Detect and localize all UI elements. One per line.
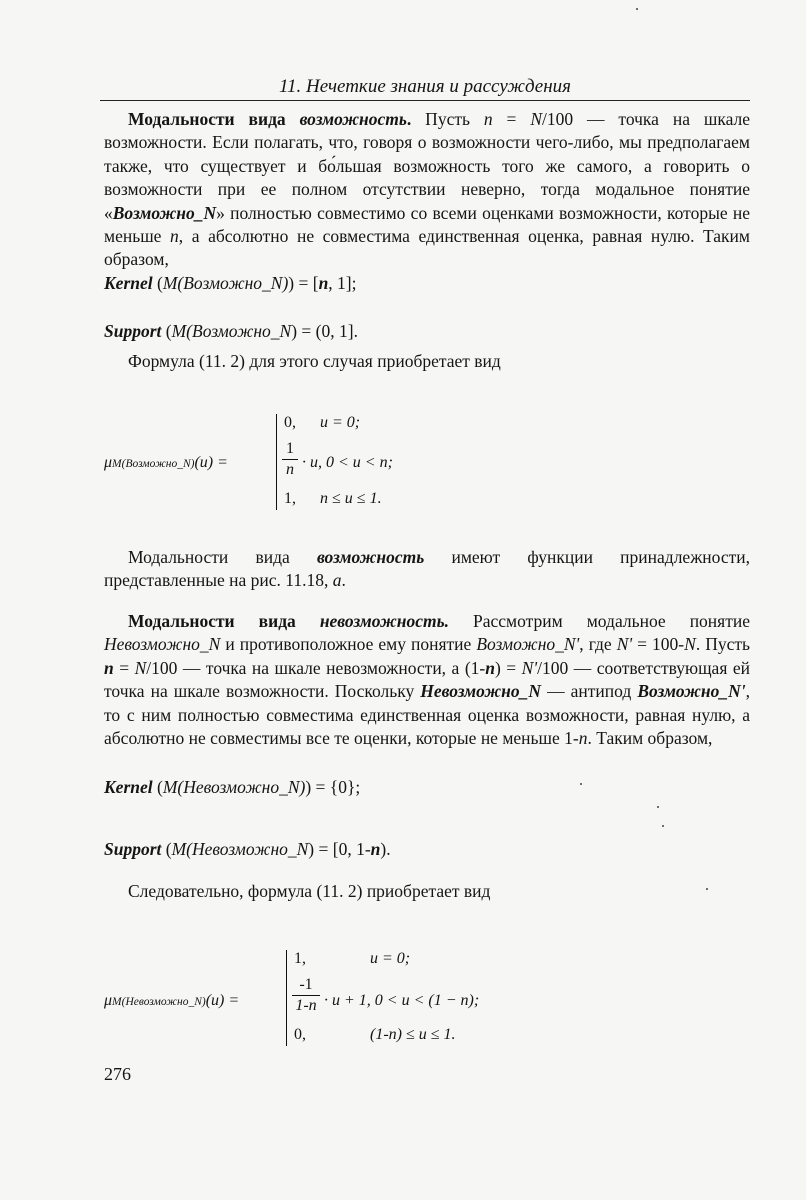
case-value: 0,	[294, 1026, 306, 1043]
mu-label	[104, 992, 239, 1010]
scan-speck	[706, 888, 708, 890]
case-condition: (1-n) ≤ u ≤ 1.	[370, 1026, 456, 1043]
var: N'	[616, 634, 633, 655]
text: и противоположное ему понятие	[220, 634, 477, 655]
concept-name: Невозможно_N	[104, 634, 221, 655]
text: . Таким образом,	[587, 728, 713, 749]
text: /100 — соответствующая ей точка на шкале возможности. Поскольку	[104, 657, 751, 702]
lead-bold: Модальности вида	[128, 611, 320, 631]
var: n	[104, 657, 114, 678]
scan-speck	[662, 825, 664, 827]
case-3	[294, 1026, 456, 1044]
case-3	[284, 490, 382, 508]
mu-subscript: M(Невозможно_N)	[112, 996, 206, 1008]
lead-dot: .	[406, 109, 412, 129]
mu-argument: (u) =	[194, 454, 228, 471]
figure-ref: а	[332, 570, 342, 591]
case-condition: u = 0;	[370, 950, 411, 967]
lead-bold: Модальности вида	[128, 109, 300, 129]
text: Модальности вида	[128, 547, 317, 567]
text: (	[152, 777, 163, 797]
left-brace	[286, 950, 287, 1046]
var-n: n	[483, 109, 493, 129]
text: (	[161, 839, 172, 859]
case-condition: u = 0;	[320, 414, 361, 431]
support-line-2	[104, 838, 391, 860]
lead-italic: возможность	[299, 109, 407, 129]
text: ) = [0, 1-	[308, 839, 371, 859]
case-2-fraction	[282, 440, 298, 479]
text: » полностью совместимо со всеми оценками возможности, которые не меньше	[104, 202, 750, 247]
var-n: n	[318, 273, 329, 293]
running-header: 11. Нечеткие знания и рассуждения	[100, 76, 750, 101]
fraction-denominator: n	[286, 461, 294, 478]
text: имеют функции принадлежности, представленные на рис. 11.18,	[104, 547, 750, 591]
scan-speck	[657, 806, 659, 808]
mu-subscript: M(Возможно_N)	[112, 458, 195, 470]
var-n: n	[170, 226, 179, 247]
text: =	[492, 109, 531, 129]
text: /100 — точка на шкале возможности. Если полагать, что, говоря о возможности чего-либо, мы предполагаем также, что существует и бо́льшая возможность того же самого, а говорить о возможности при ее полном отсутствии неверно, тогда модальное понятие «	[104, 109, 751, 223]
fraction-bar	[282, 459, 298, 460]
formula-intro-1: Формула (11. 2) для этого случая приобретает вид	[128, 351, 501, 371]
fraction-denominator: 1-n	[295, 997, 317, 1014]
kernel-expr: M(Невозможно_N)	[162, 777, 306, 797]
text: , где	[579, 634, 617, 655]
text: . Пусть	[695, 634, 750, 655]
left-brace	[276, 414, 277, 510]
text: (	[152, 273, 163, 293]
support-line-1	[104, 320, 358, 342]
text: ) = {0};	[305, 777, 361, 797]
concept-name: Возможно_N	[112, 202, 217, 223]
support-keyword: Support	[104, 839, 162, 859]
var: n	[485, 657, 495, 678]
paragraph-membership	[104, 546, 750, 593]
kernel-keyword: Kernel	[104, 273, 153, 293]
kernel-keyword: Kernel	[104, 777, 153, 797]
mu-argument: (u) =	[205, 992, 240, 1009]
case-1	[284, 414, 360, 432]
paragraph-impossibility	[104, 610, 750, 750]
support-expr: M(Невозможно_N	[171, 839, 309, 859]
case-value: 0,	[284, 414, 296, 431]
mu-label	[104, 454, 228, 472]
var: N	[684, 634, 696, 655]
var: N	[134, 657, 147, 678]
case-value: 1,	[294, 950, 306, 967]
text: Рассмотрим модальное понятие	[449, 611, 751, 631]
lead-italic: невозможность.	[319, 611, 449, 631]
scan-speck	[636, 8, 638, 10]
var: n	[578, 728, 588, 749]
kernel-line-1	[104, 272, 357, 294]
text: .	[341, 570, 346, 591]
text: , 1];	[328, 273, 357, 293]
mu-symbol: μ	[104, 454, 113, 471]
text: , а абсолютно не совместима единственная оценка, равная нулю. Таким образом,	[104, 226, 750, 270]
scan-speck	[580, 783, 582, 785]
formula-intro-2: Следовательно, формула (11. 2) приобретает вид	[128, 881, 491, 901]
support-keyword: Support	[104, 321, 162, 341]
text: (	[161, 321, 172, 341]
case-condition: n ≤ u ≤ 1.	[320, 490, 382, 507]
text: , то с ним полностью совместима единственная оценка возможности, равная нулю, а абсолютно не совместимы все те оценки, которые не меньше 1-	[104, 681, 750, 749]
text: ) = (0, 1].	[291, 321, 358, 341]
var: N'	[521, 657, 538, 678]
case-2: · u + 1, 0 < u < (1 − n);	[324, 992, 480, 1009]
text: ).	[380, 839, 391, 859]
term-italic: возможность	[316, 547, 425, 567]
text: ) =	[494, 657, 522, 678]
case-1	[294, 950, 411, 968]
paragraph-possibility	[104, 108, 750, 272]
text: =	[113, 657, 135, 678]
kernel-expr: M(Возможно_N)	[162, 273, 289, 293]
support-expr: M(Возможно_N	[171, 321, 292, 341]
kernel-line-2	[104, 776, 360, 798]
case-2-fraction	[292, 976, 320, 1015]
fraction-bar	[292, 995, 320, 996]
concept-name: Возможно_N'	[476, 634, 580, 655]
text: — антипод	[541, 681, 638, 702]
text: ) = [	[288, 273, 319, 293]
text: Пусть	[411, 109, 484, 129]
case-2: · u, 0 < u < n;	[302, 454, 393, 471]
concept-name: Невозможно_N	[420, 681, 541, 702]
text: = 100-	[632, 634, 685, 655]
fraction-numerator: 1	[286, 440, 294, 457]
page-number: 276	[104, 1064, 131, 1084]
text: /100 — точка на шкале невозможности, а (1-	[146, 657, 486, 678]
concept-name: Возможно_N'	[637, 681, 746, 702]
var-n: n	[370, 839, 381, 859]
mu-symbol: μ	[104, 992, 113, 1009]
case-value: 1,	[284, 490, 296, 507]
var-N: N	[530, 109, 542, 129]
fraction-numerator: -1	[299, 976, 313, 993]
